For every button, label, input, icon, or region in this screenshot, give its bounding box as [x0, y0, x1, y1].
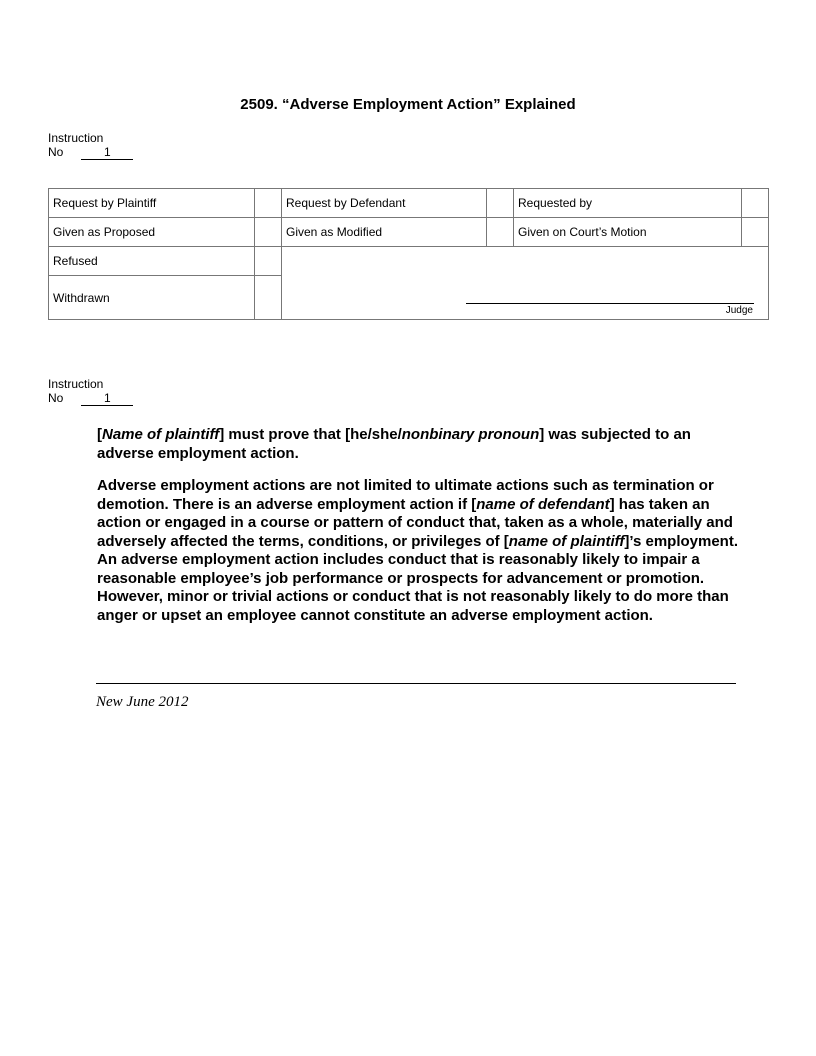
no-label: No	[48, 391, 64, 405]
instruction-body	[97, 426, 739, 639]
withdrawn-checkbox[interactable]	[255, 276, 282, 320]
instruction-number-block-top	[48, 131, 133, 160]
divider-rule	[96, 683, 736, 684]
withdrawn-label: Withdrawn	[49, 276, 255, 320]
request-disposition-table	[48, 188, 769, 320]
request-by-defendant-checkbox[interactable]	[487, 189, 514, 218]
judge-label: Judge	[725, 305, 753, 316]
instruction-label: Instruction	[48, 377, 104, 391]
request-by-plaintiff-checkbox[interactable]	[255, 189, 282, 218]
refused-checkbox[interactable]	[255, 247, 282, 276]
revision-note: New June 2012	[96, 694, 189, 710]
instruction-number-block-bottom	[48, 377, 133, 406]
requested-by-label: Requested by	[514, 189, 742, 218]
request-by-plaintiff-label: Request by Plaintiff	[49, 189, 255, 218]
request-by-defendant-label: Request by Defendant	[282, 189, 487, 218]
instruction-paragraph-1: [Name of plaintiff] must prove that [he/she/nonbinary pronoun] was subjected to an adverse employment action.	[97, 426, 691, 462]
refused-label: Refused	[49, 247, 255, 276]
given-as-modified-checkbox[interactable]	[487, 218, 514, 247]
instruction-number-value: 1	[81, 392, 133, 406]
instruction-label: Instruction	[48, 131, 104, 145]
given-on-courts-motion-checkbox[interactable]	[742, 218, 769, 247]
page-title: 2509. “Adverse Employment Action” Explained	[240, 96, 576, 113]
requested-by-checkbox[interactable]	[742, 189, 769, 218]
instruction-number-value: 1	[81, 146, 133, 160]
judge-signature-line[interactable]	[466, 303, 754, 304]
given-as-proposed-checkbox[interactable]	[255, 218, 282, 247]
no-label: No	[48, 145, 64, 159]
given-as-modified-label: Given as Modified	[282, 218, 487, 247]
instruction-paragraph-2: Adverse employment actions are not limited to ultimate actions such as termination or demotion. There is an adverse employment action if [name of defendant] has taken an action or engaged in a course or pattern of conduct that, taken as a whole, materially and adversely affected the terms, conditions, or privileges of [name of plaintiff]’s employment. An adverse employment action includes conduct that is reasonably likely to impair a reasonable employee’s job performance or prospects for advancement or promotion. However, minor or trivial actions or conduct that is not reasonably likely to do more than anger or upset an employee cannot constitute an adverse employment action.	[97, 477, 738, 624]
given-as-proposed-label: Given as Proposed	[49, 218, 255, 247]
judge-signature-area	[282, 247, 769, 320]
given-on-courts-motion-label: Given on Court’s Motion	[514, 218, 742, 247]
